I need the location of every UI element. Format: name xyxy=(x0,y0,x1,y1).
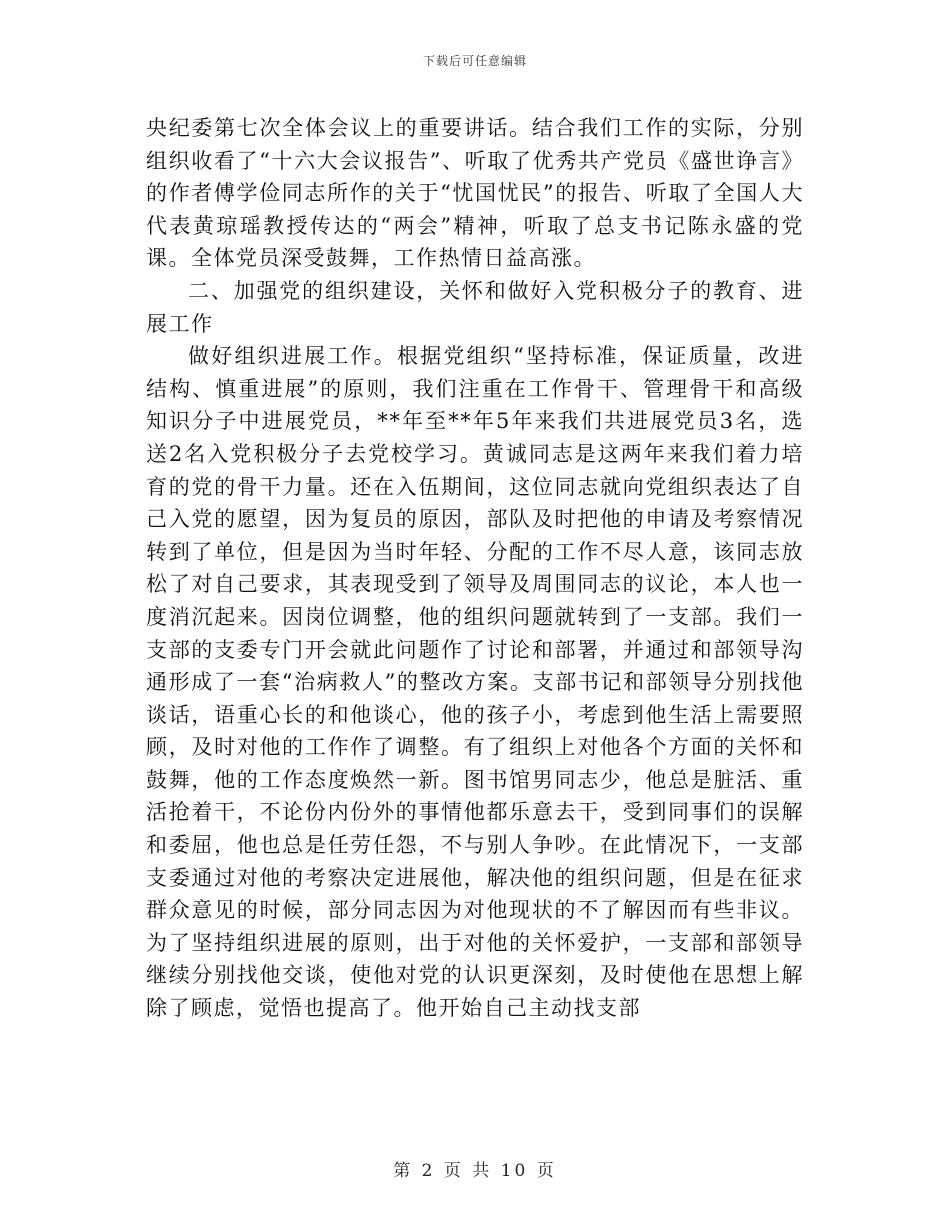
paragraph-organization-development: 做好组织进展工作。根据党组织“坚持标准，保证质量，改进结构、慎重进展”的原则，我们注重在工作骨干、管理骨干和高级知识分子中进展党员，**年至**年5年来我们共进展党员3名，选送2名入党积极分子去党校学习。黄诚同志是这两年来我们着力培育的党的骨干力量。还在入伍期间，这位同志就向党组织表达了自己入党的愿望，因为复员的原因，部队及时把他的申请及考察情况转到了单位，但是因为当时年轻、分配的工作不尽人意，该同志放松了对自己要求，其表现受到了领导及周围同志的议论，本人也一度消沉起来。因岗位调整，他的组织问题就转到了一支部。我们一支部的支委专门开会就此问题作了讨论和部署，并通过和部领导沟通形成了一套“治病救人”的整改方案。支部书记和部领导分别找他谈话，语重心长的和他谈心，他的孩子小，考虑到他生活上需要照顾，及时对他的工作作了调整。有了组织上对他各个方面的关怀和鼓舞，他的工作态度焕然一新。图书馆男同志少，他总是脏活、重活抢着干，不论份内份外的事情他都乐意去干，受到同事们的误解和委屈，他也总是任劳任怨，不与别人争吵。在此情况下，一支部支委通过对他的考察决定进展他，解决他的组织问题，但是在征求群众意见的时候，部分同志因为对他现状的不了解因而有些非议。为了坚持组织进展的原则，出于对他的关怀爱护，一支部和部领导继续分别找他交谈，使他对党的认识更深刻，及时使他在思想上解除了顾虑，觉悟也提高了。他开始自己主动找支部 xyxy=(146,344,804,1021)
page-header-note: 下载后可任意编辑 xyxy=(422,54,527,68)
document-body xyxy=(146,112,804,1025)
paragraph-continuation: 央纪委第七次全体会议上的重要讲话。结合我们工作的实际，分别组织收看了“十六大会议报告”、听取了优秀共产党员《盛世诤言》的作者傅学俭同志所作的关于“忧国忧民”的报告、听取了全国人大代表黄琼瑶教授传达的“两会”精神，听取了总支书记陈永盛的党课。全体党员深受鼓舞，工作热情日益高涨。 xyxy=(146,116,804,271)
page-number-footer: 第 2 页 共 10 页 xyxy=(393,1161,557,1181)
section-heading: 二、加强党的组织建设，关怀和做好入党积极分子的教育、进展工作 xyxy=(146,278,804,336)
